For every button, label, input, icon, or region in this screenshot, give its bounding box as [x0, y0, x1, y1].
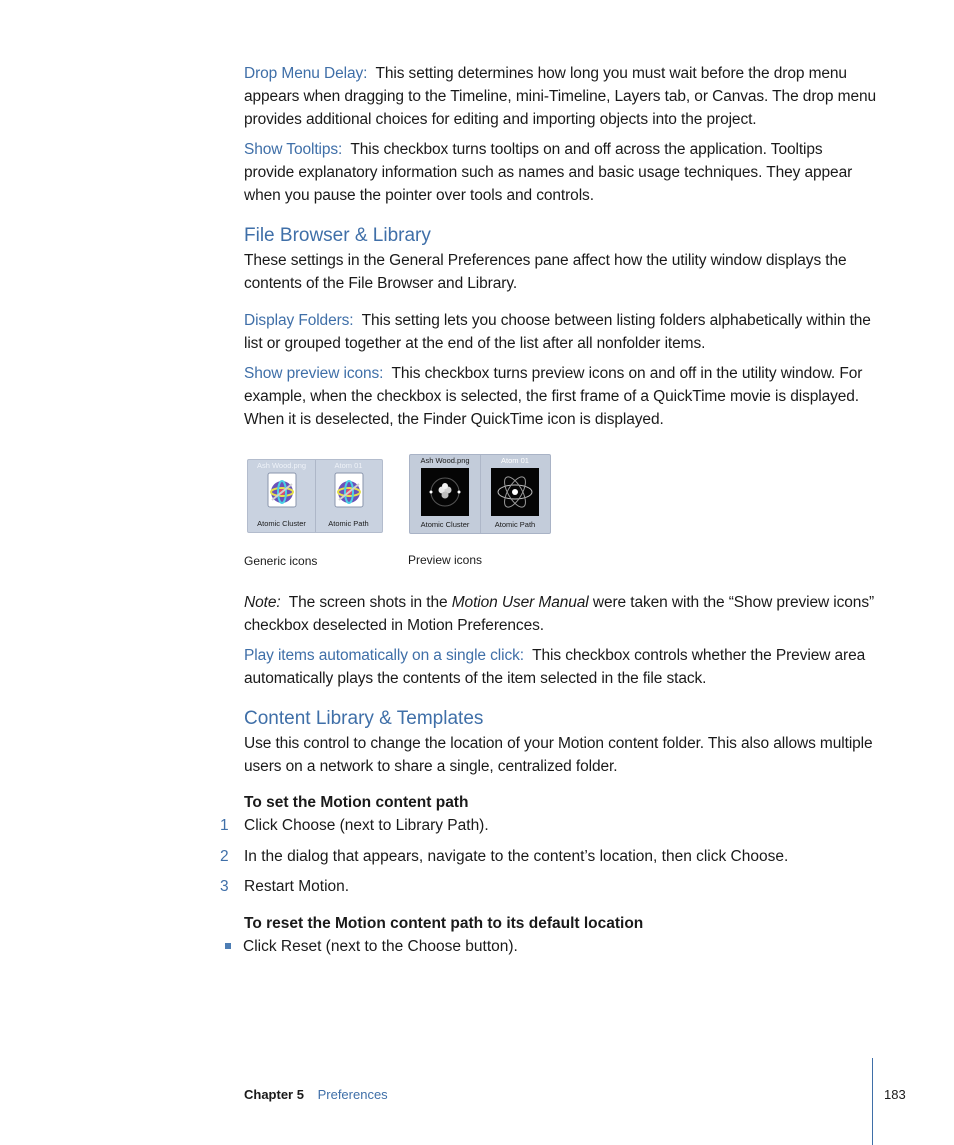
- preview-tile-atomic-cluster: [410, 455, 480, 533]
- display-folders-text: This setting lets you choose between listing folders alphabetically within the list or grouped together at the end of the list after all nonfolder items.: [244, 312, 871, 352]
- step-text: Click Choose (next to Library Path).: [244, 817, 489, 834]
- show-preview-term: Show preview icons:: [244, 365, 384, 382]
- step-1: [220, 815, 880, 837]
- drop-menu-delay-paragraph: [244, 62, 876, 131]
- step-number: 1: [220, 817, 229, 834]
- note-text-after: were taken with the “Show preview icons” checkbox deselected in Motion Preferences.: [244, 594, 875, 634]
- task-set-content-path-title: To set the Motion content path: [244, 794, 469, 811]
- bullet-item: [220, 936, 880, 958]
- motion-app-icon: [262, 470, 302, 510]
- tile-label: Atomic Path: [328, 519, 369, 528]
- note-paragraph: [244, 591, 876, 637]
- tile-title: Ash Wood.png: [420, 456, 470, 465]
- bullet-square-icon: [225, 943, 231, 949]
- footer-chapter-number: Chapter 5: [244, 1087, 304, 1102]
- preview-icons-screenshot: [409, 454, 551, 534]
- tile-label: Atomic Cluster: [257, 519, 306, 528]
- generic-tile-atomic-cluster: [248, 460, 315, 532]
- display-folders-paragraph: [244, 309, 876, 355]
- tile-title: Ash Wood.png: [256, 461, 307, 470]
- show-tooltips-term: Show Tooltips:: [244, 141, 343, 158]
- motion-app-icon: [329, 470, 369, 510]
- display-folders-term: Display Folders:: [244, 312, 354, 329]
- show-tooltips-paragraph: [244, 138, 876, 207]
- bullet-text: Click Reset (next to the Choose button).: [243, 938, 518, 955]
- step-text: Restart Motion.: [244, 878, 350, 895]
- preview-tile-atomic-path: [480, 455, 550, 533]
- step-text: In the dialog that appears, navigate to the content’s location, then click Choose.: [244, 848, 789, 865]
- content-library-intro: Use this control to change the location of your Motion content folder. This also allows multiple users on a network to share a single, centralized folder.: [244, 735, 873, 775]
- drop-menu-delay-term: Drop Menu Delay:: [244, 65, 368, 82]
- atom-cluster-preview: [421, 468, 469, 516]
- tile-label: Atomic Path: [494, 520, 536, 529]
- show-preview-text: This checkbox turns preview icons on and off in the utility window. For example, when the checkbox is selected, the first frame of a QuickTime movie is displayed. When it is deselected, the Finder QuickTime icon is displayed.: [244, 365, 863, 428]
- tile-label: Atomic Cluster: [420, 520, 470, 529]
- generic-icons-screenshot: [247, 459, 383, 533]
- footer-divider-line: [872, 1058, 873, 1145]
- step-number: 2: [220, 848, 229, 865]
- play-items-text: This checkbox controls whether the Preview area automatically plays the contents of the item selected in the file stack.: [244, 647, 866, 687]
- tile-title: Atom 01: [334, 461, 363, 470]
- atom-path-preview: [491, 468, 539, 516]
- step-2: [220, 846, 880, 868]
- show-preview-paragraph: [244, 362, 876, 431]
- step-number: 3: [220, 878, 229, 895]
- generic-icons-caption: Generic icons: [244, 554, 318, 568]
- file-browser-heading: File Browser & Library: [244, 225, 431, 246]
- note-italic-title: Motion User Manual: [451, 594, 589, 611]
- drop-menu-delay-text: This setting determines how long you must wait before the drop menu appears when dragging to the Timeline, mini-Timeline, Layers tab, or Canvas. The drop menu provides additional choices for editing and importing objects into the project.: [244, 65, 877, 128]
- page-number: 183: [884, 1087, 906, 1102]
- play-items-term: Play items automatically on a single click:: [244, 647, 524, 664]
- play-items-paragraph: [244, 644, 876, 690]
- file-browser-intro: These settings in the General Preferences pane affect how the utility window displays the contents of the File Browser and Library.: [244, 252, 847, 292]
- footer-section-name: Preferences: [317, 1087, 388, 1102]
- note-lead: Note:: [244, 594, 281, 611]
- tile-title: Atom 01: [501, 456, 529, 465]
- generic-tile-atomic-path: [315, 460, 382, 532]
- footer-chapter: [244, 1087, 388, 1103]
- step-3: [220, 876, 880, 898]
- content-library-heading: Content Library & Templates: [244, 708, 484, 729]
- show-tooltips-text: This checkbox turns tooltips on and off across the application. Tooltips provide explanatory information such as names and basic usage techniques. They appear when you pause the pointer over tools and controls.: [244, 141, 853, 204]
- note-text-before: The screen shots in the: [288, 594, 448, 611]
- task-reset-content-path-title: To reset the Motion content path to its default location: [244, 915, 644, 932]
- preview-icons-caption: Preview icons: [408, 553, 483, 567]
